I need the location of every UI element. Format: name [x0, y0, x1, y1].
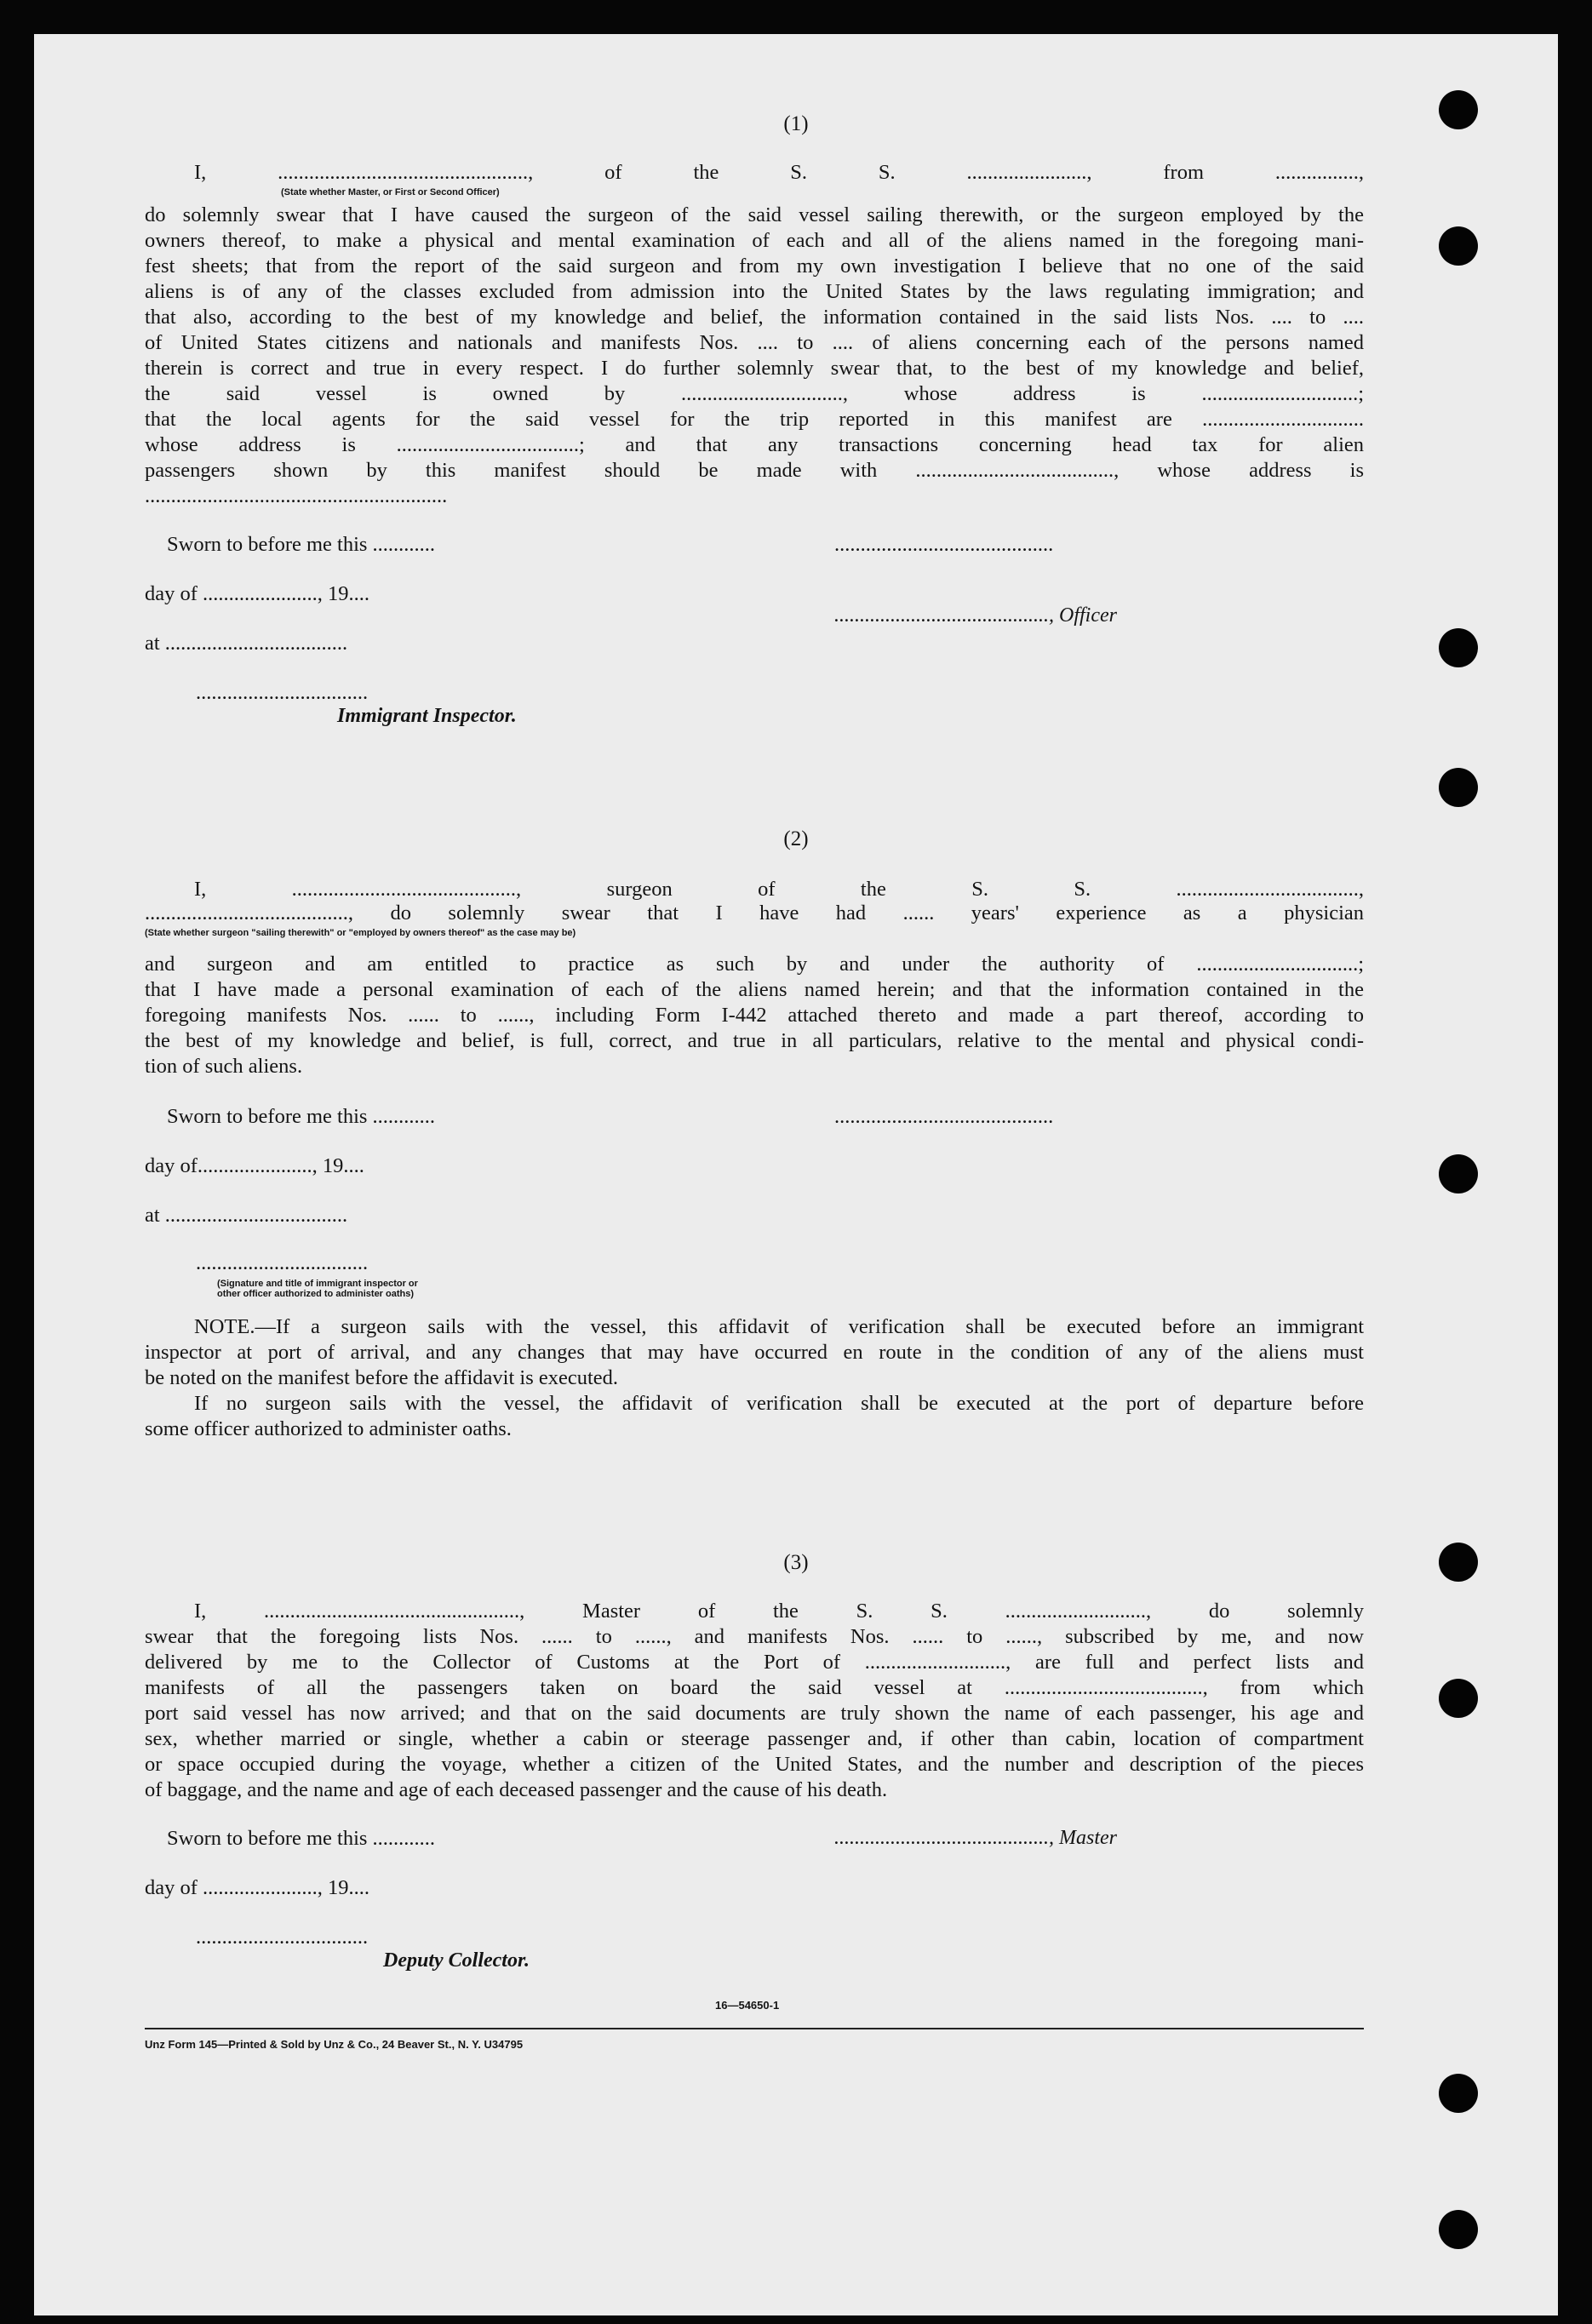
affidavit-line: port said vessel has now arrived; and that on the said documents are truly shown the name of each passenger, his age and — [145, 1702, 1364, 1725]
punch-hole — [1439, 2074, 1478, 2113]
note-line: be noted on the manifest before the affidavit is executed. — [145, 1366, 619, 1389]
note-line: some officer authorized to administer oaths. — [145, 1417, 512, 1440]
affidavit-line: I, ..........................................., surgeon of the S. S. ..................................., — [194, 878, 1364, 901]
sworn-line: Sworn to before me this ............ — [167, 1827, 436, 1850]
date-line: day of......................, 19.... — [145, 1154, 364, 1177]
affidavit-line: aliens is of any of the classes excluded from admission into the United States by the laws regulating immigration; and — [145, 280, 1364, 303]
affidavit-line: the said vessel is owned by ..............................., whose address is ..............................; — [145, 382, 1364, 405]
affidavit-line: manifests of all the passengers taken on board the said vessel at ......................................, from which — [145, 1676, 1364, 1699]
affidavit-line: sex, whether married or single, whether a cabin or steerage passenger and, if other than cabin, location of compartment — [145, 1727, 1364, 1750]
affidavit-line: passengers shown by this manifest should be made with ......................................, whose address is — [145, 459, 1364, 482]
sworn-line: Sworn to before me this ............ — [167, 1105, 436, 1128]
affidavit-line: do solemnly swear that I have caused the surgeon of the said vessel sailing therewith, or the surgeon employed by the — [145, 203, 1364, 226]
officer-signature: .........................................., Officer — [834, 604, 1117, 627]
affidavit-line: therein is correct and true in every respect. I do further solemnly swear that, to the best of my knowledge and belief, — [145, 357, 1364, 380]
sworn-line: Sworn to before me this ............ — [167, 533, 436, 556]
affidavit-line: swear that the foregoing lists Nos. ...... to ......, and manifests Nos. ...... to ......, subscribed by me, and now — [145, 1625, 1364, 1648]
punch-hole — [1439, 1679, 1478, 1718]
affidavit-line: that also, according to the best of my knowledge and belief, the information contained in the said lists Nos. .... to .... — [145, 306, 1364, 329]
affidavit-line: owners thereof, to make a physical and mental examination of each and all of the aliens named in the foregoing mani- — [145, 229, 1364, 252]
affidavit-line: I, ................................................., Master of the S. S. ..........................., do solemnly — [194, 1600, 1364, 1623]
field-note: (State whether surgeon "sailing therewith" or "employed by owners thereof" as the case may be) — [145, 928, 576, 938]
date-line: day of ......................, 19.... — [145, 1876, 370, 1899]
affidavit-line: of United States citizens and nationals and manifests Nos. .... to .... of aliens concerning each of the persons named — [145, 331, 1364, 354]
note-line: NOTE.—If a surgeon sails with the vessel, this affidavit of verification shall be executed before an immigrant — [194, 1315, 1364, 1338]
inspector-signature-line: ................................. — [196, 681, 369, 704]
affidavit-line: I, ................................................, of the S. S. ......................., from ................, — [194, 161, 1364, 184]
inspector-signature-line: ................................. — [196, 1251, 369, 1274]
field-note: (Signature and title of immigrant inspector or — [217, 1279, 418, 1289]
affidavit-line: that I have made a personal examination of each of the aliens named herein; and that the information contained in the — [145, 978, 1364, 1001]
form-number: 16—54650-1 — [715, 1999, 780, 2012]
collector-title: Deputy Collector. — [383, 1949, 530, 1972]
affidavit-line: the best of my knowledge and belief, is full, correct, and true in all particulars, relative to the mental and physical condi- — [145, 1029, 1364, 1052]
affidavit-line: or space occupied during the voyage, whether a citizen of the United States, and the number and description of the pieces — [145, 1753, 1364, 1776]
note-line: inspector at port of arrival, and any changes that may have occurred en route in the condition of any of the aliens must — [145, 1341, 1364, 1364]
signature-line: .......................................... — [834, 533, 1054, 556]
affidavit-line: tion of such aliens. — [145, 1055, 303, 1078]
field-note: other officer authorized to administer oaths) — [217, 1289, 415, 1299]
affidavit-line: and surgeon and am entitled to practice as such by and under the authority of ...............................; — [145, 953, 1364, 976]
affidavit-line: whose address is ...................................; and that any transactions concerning head tax for alien — [145, 433, 1364, 456]
affidavit-line: ......................................., do solemnly swear that I have had ...... years' experience as a physician — [145, 902, 1364, 924]
place-line: at ................................... — [145, 632, 348, 655]
date-line: day of ......................, 19.... — [145, 582, 370, 605]
affidavit-line: foregoing manifests Nos. ...... to ......, including Form I-442 attached thereto and made a part thereof, according to — [145, 1004, 1364, 1027]
inspector-title: Immigrant Inspector. — [337, 705, 517, 727]
affidavit-line: of baggage, and the name and age of each deceased passenger and the cause of his death. — [145, 1778, 888, 1801]
affidavit-line: delivered by me to the Collector of Customs at the Port of ..........................., are full and perfect lists and — [145, 1651, 1364, 1674]
collector-signature-line: ................................. — [196, 1926, 369, 1949]
punch-hole — [1439, 2210, 1478, 2249]
note-line: If no surgeon sails with the vessel, the affidavit of verification shall be executed at the port of departure before — [194, 1392, 1364, 1415]
place-line: at ................................... — [145, 1204, 348, 1227]
master-signature: .........................................., Master — [834, 1827, 1117, 1849]
punch-hole — [1439, 226, 1478, 266]
punch-hole — [1439, 1154, 1478, 1193]
affidavit-line: that the local agents for the said vessel for the trip reported in this manifest are ............................... — [145, 408, 1364, 431]
footer-rule — [145, 2028, 1364, 2029]
printer-footer: Unz Form 145—Printed & Sold by Unz & Co., 24 Beaver St., N. Y. U34795 — [145, 2038, 524, 2051]
punch-hole — [1439, 628, 1478, 667]
section-number: (2) — [783, 827, 809, 850]
affidavit-line: .......................................................... — [145, 484, 448, 507]
signature-line: .......................................... — [834, 1105, 1054, 1128]
affidavit-line: fest sheets; that from the report of the said surgeon and from my own investigation I believe that no one of the said — [145, 255, 1364, 278]
section-number: (1) — [783, 112, 809, 135]
section-number: (3) — [783, 1551, 809, 1574]
field-note: (State whether Master, or First or Second Officer) — [281, 187, 500, 197]
document-page — [34, 34, 1558, 2315]
punch-hole — [1439, 768, 1478, 807]
